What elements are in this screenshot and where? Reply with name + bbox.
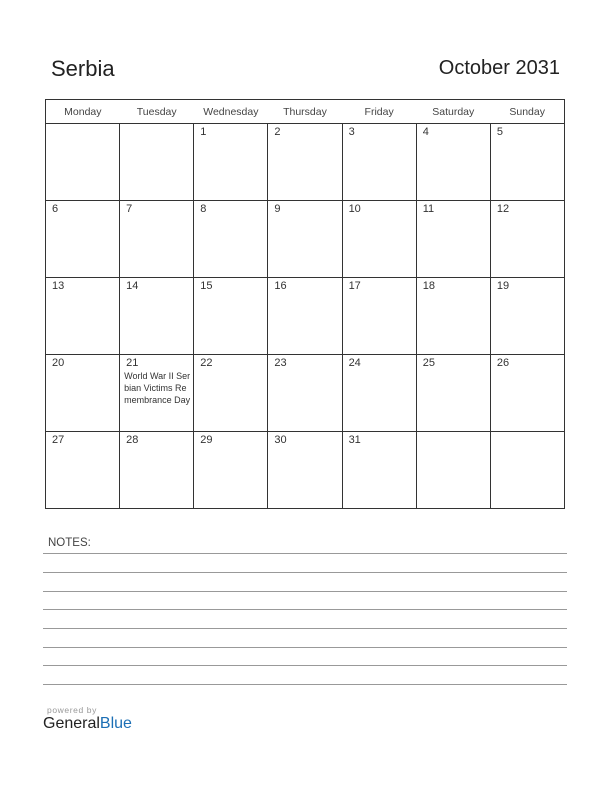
day-cell [194,278,268,355]
day-number: 8 [200,203,207,215]
day-number: 31 [348,434,361,446]
day-cell [490,432,564,509]
day-cell [194,355,268,432]
day-number: 19 [496,280,510,292]
day-cell [342,432,416,509]
day-number: 6 [52,203,59,215]
day-number: 16 [274,280,287,292]
note-line [43,553,567,554]
day-number: 7 [126,203,133,215]
day-cell [46,278,120,355]
brand-blue: Blue [99,715,132,732]
weekday-header: Tuesday [120,100,194,124]
day-cell [268,432,342,509]
day-number: 30 [274,434,287,446]
day-number: 18 [422,280,435,292]
day-number: 23 [274,357,287,369]
day-cell [342,201,416,278]
day-number: 27 [52,434,65,446]
day-cell [120,201,194,278]
day-number: 2 [274,126,281,138]
day-cell [46,124,120,201]
day-number: 25 [422,357,435,369]
day-cell [120,278,194,355]
weekday-header: Sunday [490,100,564,124]
week-row [46,278,565,355]
weekday-header: Friday [342,100,416,124]
day-cell [46,201,120,278]
weekday-header-row [46,100,565,124]
day-cell [342,278,416,355]
week-row [46,201,565,278]
powered-by-text: powered by [47,705,97,715]
day-number: 26 [496,357,510,369]
day-cell [268,355,342,432]
day-cell [46,355,120,432]
generalblue-logo [43,705,132,733]
day-number [120,124,193,126]
brand-name [43,715,132,733]
weekday-header: Wednesday [194,100,268,124]
week-row [46,355,565,432]
day-number: 14 [126,280,139,292]
day-number: 20 [52,357,65,369]
note-line [43,665,567,666]
day-cell [490,124,564,201]
country-title: Serbia [51,56,115,81]
day-cell [416,432,490,509]
day-cell [416,201,490,278]
note-line [43,628,567,629]
weekday-header: Thursday [268,100,342,124]
day-number: 13 [52,280,65,292]
day-cell [490,355,564,432]
note-line [43,609,567,610]
day-cell [268,124,342,201]
day-number: 17 [348,280,361,292]
day-cell [490,278,564,355]
month-year-title: October 2031 [438,57,560,79]
day-number: 10 [348,203,361,215]
day-cell [120,124,194,201]
day-cell [268,278,342,355]
day-number [491,432,564,434]
day-number: 28 [126,434,139,446]
day-cell [416,278,490,355]
week-row [46,124,565,201]
day-number [417,432,490,434]
day-cell [342,124,416,201]
day-number: 15 [200,280,213,292]
day-cell [46,432,120,509]
note-line [43,572,567,573]
note-line [43,591,567,592]
day-number: 22 [200,357,213,369]
day-number: 1 [200,126,207,138]
day-cell [120,355,194,432]
brand-general: General [43,715,100,732]
day-number: 12 [496,203,510,215]
day-cell [416,355,490,432]
day-number: 5 [496,126,503,138]
day-cell [194,432,268,509]
note-line [43,684,567,685]
day-number [46,124,119,126]
day-number: 9 [274,203,281,215]
holiday-label: World War II Serbian Victims Remembrance Day [124,371,191,405]
day-number: 21 [126,357,139,369]
week-row [46,432,565,509]
day-cell [416,124,490,201]
day-cell [342,355,416,432]
day-number: 11 [422,203,435,215]
day-cell [120,432,194,509]
day-cell [490,201,564,278]
note-line [43,647,567,648]
notes-label: NOTES: [48,537,91,549]
day-cell [194,201,268,278]
day-cell [268,201,342,278]
day-number: 4 [422,126,429,138]
weekday-header: Saturday [416,100,490,124]
day-number: 3 [348,126,355,138]
calendar-grid [45,99,565,509]
day-cell [194,124,268,201]
weekday-header: Monday [46,100,120,124]
day-number: 24 [348,357,361,369]
day-number: 29 [200,434,213,446]
